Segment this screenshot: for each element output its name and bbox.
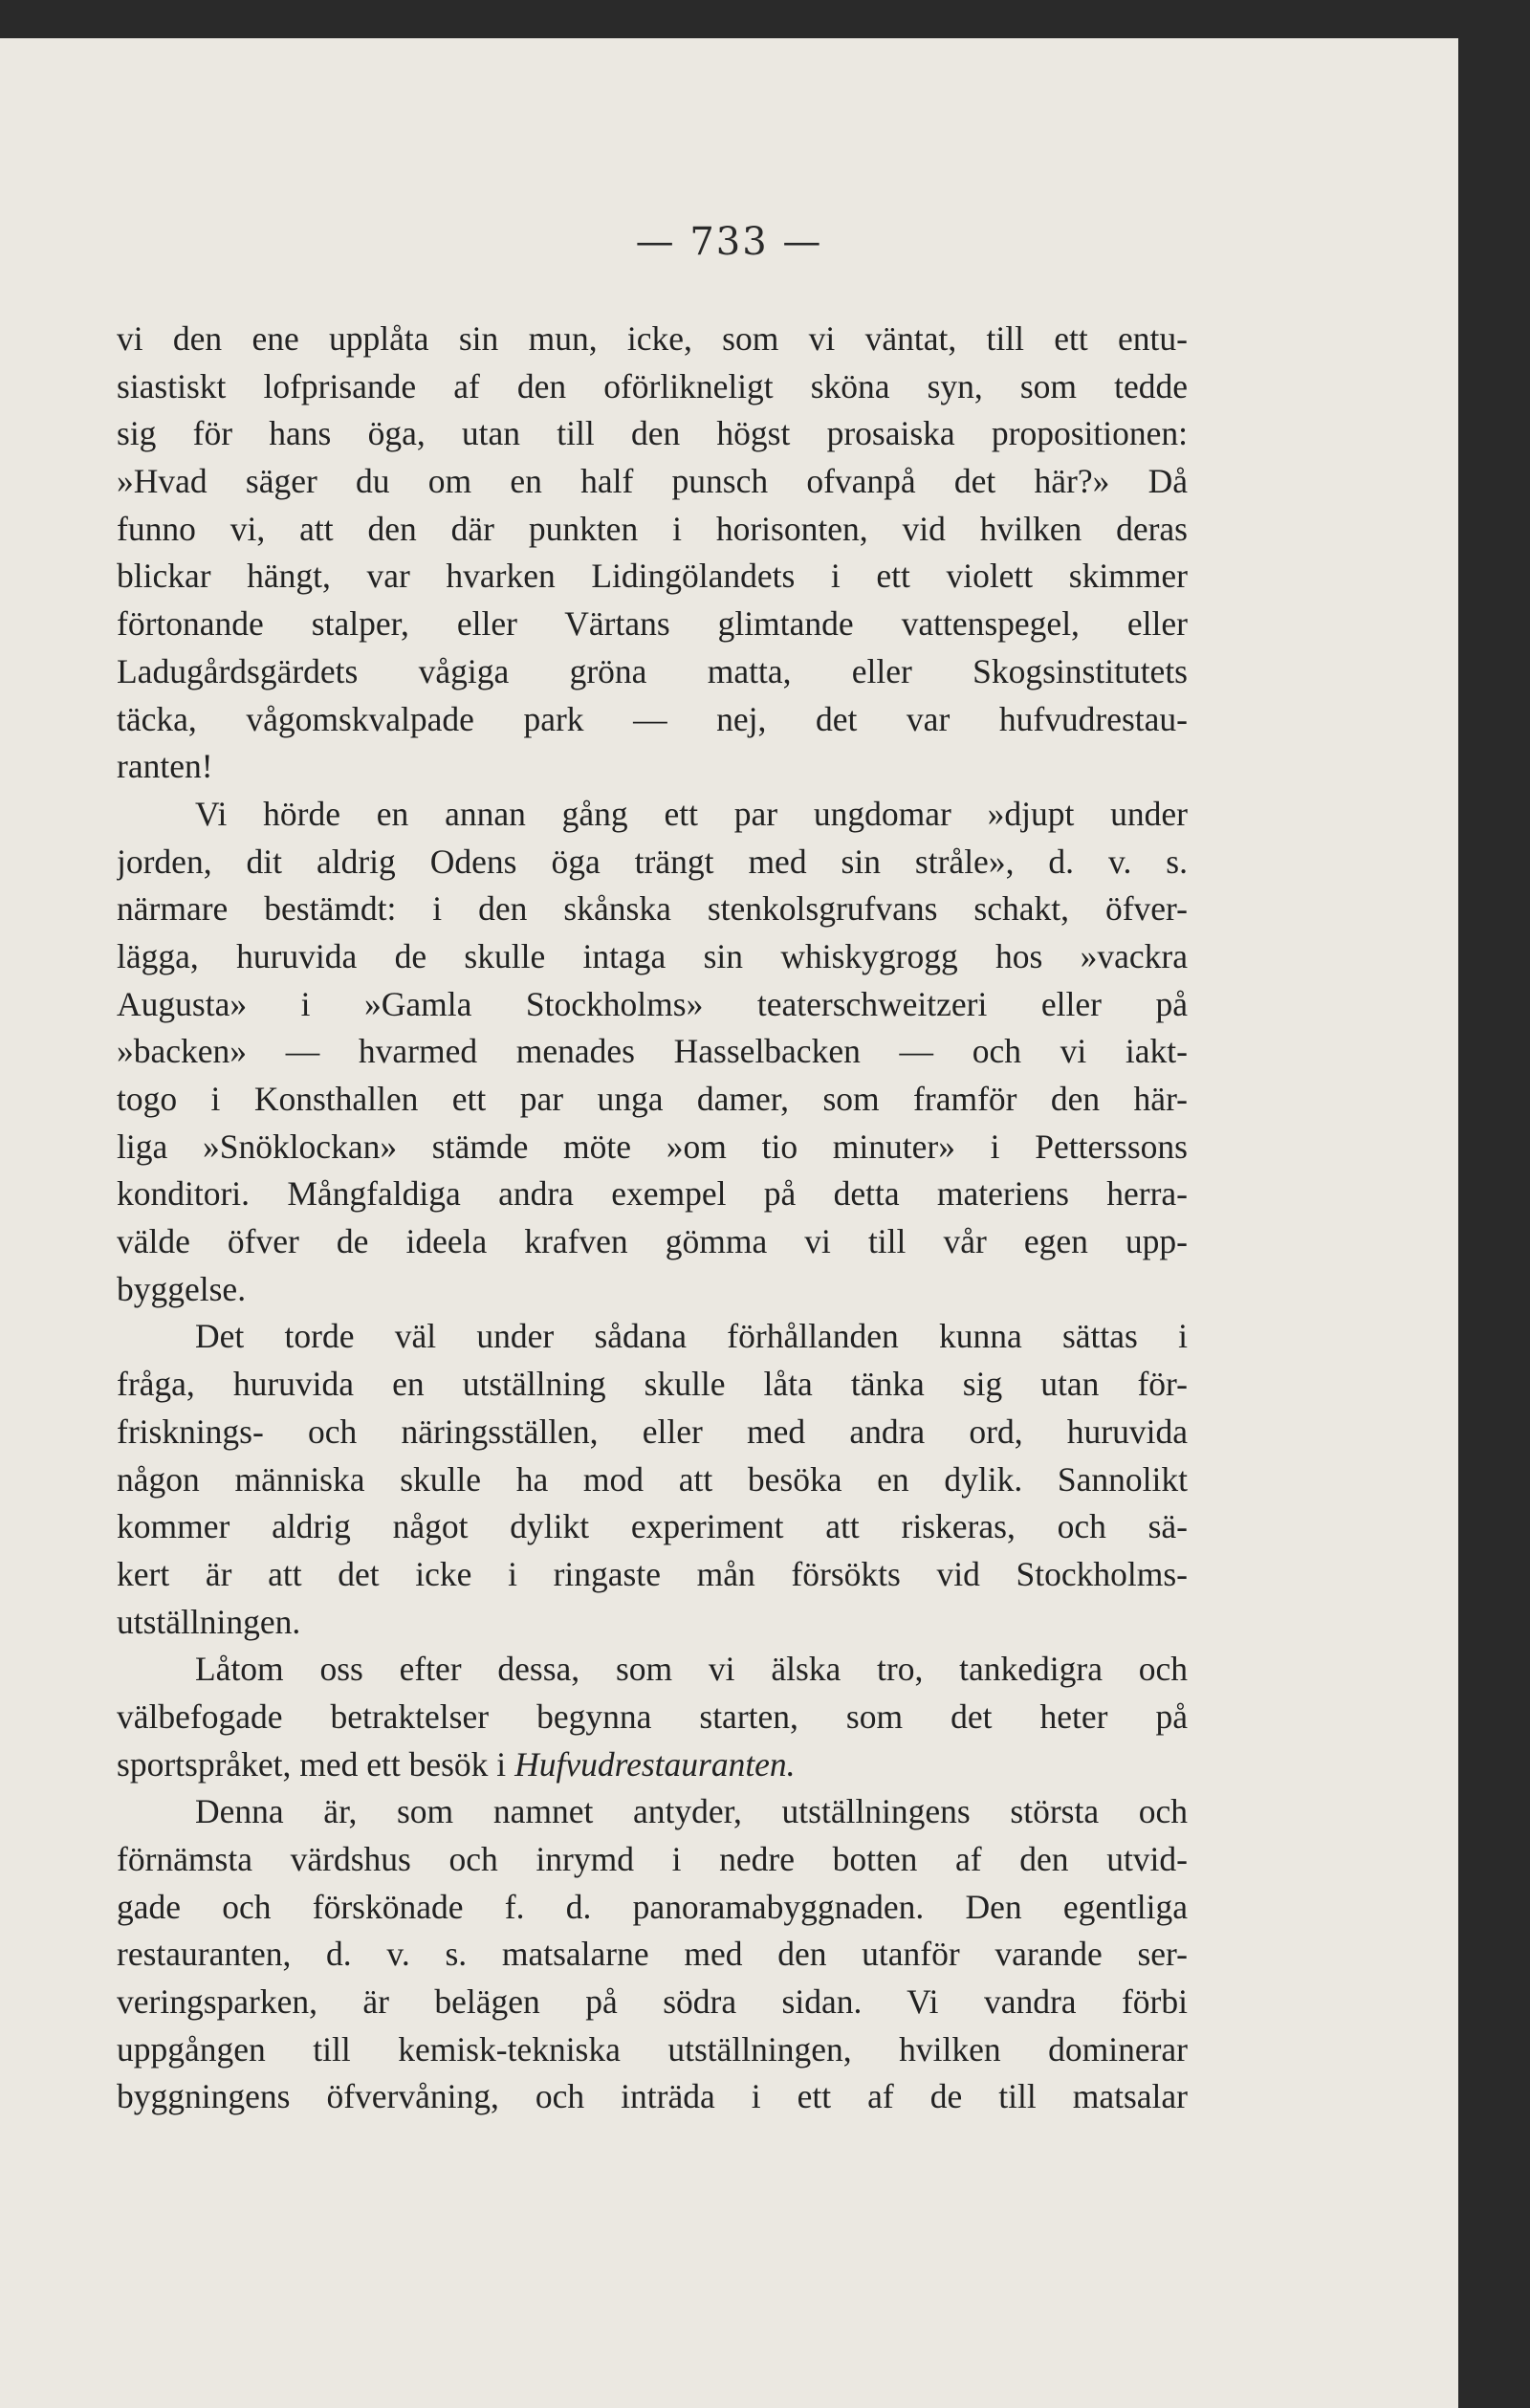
text-line-content: Vi hörde en annan gång ett par ungdomar »djupt under	[195, 794, 1188, 833]
text-line	[117, 1076, 1188, 1124]
text-line	[117, 601, 1188, 648]
text-line-content: byggningens öfvervåning, och inträda i ett af de till matsalar	[117, 2077, 1188, 2116]
text-line	[117, 1931, 1188, 1979]
text-line	[117, 1313, 1188, 1361]
text-line-content: ranten!	[117, 747, 213, 786]
text-line	[117, 506, 1188, 554]
text-line	[117, 1503, 1188, 1551]
text-line	[117, 1266, 1188, 1314]
text-line	[117, 553, 1188, 601]
text-line	[117, 1456, 1188, 1504]
text-line	[117, 1599, 1188, 1647]
text-line	[117, 839, 1188, 887]
text-line-content: sig för hans öga, utan till den högst prosaiska propositionen:	[117, 414, 1188, 453]
text-line-content: Denna är, som namnet antyder, utställningens största och	[195, 1792, 1188, 1831]
text-line-content: jorden, dit aldrig Odens öga trängt med sin stråle», d. v. s.	[117, 842, 1188, 881]
text-line	[117, 743, 1188, 791]
text-line-content: uppgången till kemisk-tekniska utställningen, hvilken dominerar	[117, 2029, 1188, 2069]
text-line-content: byggelse.	[117, 1269, 247, 1308]
text-line	[117, 363, 1188, 411]
text-line-content: kommer aldrig något dylikt experiment att riskeras, och sä-	[117, 1507, 1188, 1546]
text-line-content: siastiskt lofprisande af den oförlikneligt sköna syn, som tedde	[117, 366, 1188, 405]
text-line-content: frisknings- och näringsställen, eller med andra ord, huruvida	[117, 1412, 1188, 1451]
text-line-content: kert är att det icke i ringaste mån försökts vid Stockholms-	[117, 1554, 1188, 1593]
text-line	[117, 1741, 1188, 1789]
text-line-content: förtonande stalper, eller Värtans glimtande vattenspegel, eller	[117, 604, 1188, 644]
text-line	[117, 933, 1188, 981]
text-line-content: »Hvad säger du om en half punsch ofvanpå det här?» Då	[117, 462, 1188, 501]
text-line-content: närmare bestämdt: i den skånska stenkolsgrufvans schakt, öfver-	[117, 889, 1188, 929]
book-page	[0, 38, 1458, 2408]
text-line	[117, 886, 1188, 933]
text-line-content: vi den ene upplåta sin mun, icke, som vi väntat, till ett entu-	[117, 319, 1188, 358]
text-line	[117, 1124, 1188, 1171]
text-line-content: Ladugårdsgärdets vågiga gröna matta, eller Skogsinstitutets	[117, 651, 1188, 690]
text-line	[117, 1409, 1188, 1456]
text-line-content: »backen» — hvarmed menades Hasselbacken — och vi iakt-	[117, 1032, 1188, 1071]
text-line-content: förnämsta värdshus och inrymd i nedre botten af den utvid-	[117, 1840, 1188, 1878]
text-line	[117, 1836, 1188, 1884]
text-line	[117, 316, 1188, 363]
text-line-content: gade och förskönade f. d. panoramabyggnaden. Den egentliga	[117, 1887, 1188, 1926]
text-line-content: restauranten, d. v. s. matsalarne med den utanför varande ser-	[117, 1935, 1188, 1974]
text-line-content: välde öfver de ideela krafven gömma vi till vår egen upp-	[117, 1222, 1188, 1261]
text-line-content: täcka, vågomskvalpade park — nej, det var hufvudrestau-	[117, 699, 1188, 738]
italic-title: Hufvudrestauranten.	[514, 1744, 796, 1784]
page-number: — 733 —	[635, 220, 823, 264]
text-line	[117, 791, 1188, 839]
text-line	[117, 1694, 1188, 1741]
body-text	[117, 316, 1188, 2121]
text-line-content: veringsparken, är belägen på södra sidan. Vi vandra förbi	[117, 1982, 1188, 2022]
text-line-content: någon människa skulle ha mod att besöka en dylik. Sannolikt	[117, 1459, 1188, 1499]
text-line-content: lägga, huruvida de skulle intaga sin whiskygrogg hos »vackra	[117, 936, 1188, 975]
text-line-content: funno vi, att den där punkten i horisonten, vid hvilken deras	[117, 509, 1188, 548]
text-line	[117, 1884, 1188, 1932]
text-line-content: fråga, huruvida en utställning skulle låta tänka sig utan för-	[117, 1365, 1188, 1404]
text-line	[117, 981, 1188, 1029]
text-line-content: Låtom oss efter dessa, som vi älska tro, tankedigra och	[195, 1650, 1188, 1689]
text-line-content: togo i Konsthallen ett par unga damer, som framför den här-	[117, 1080, 1188, 1118]
text-line	[117, 410, 1188, 458]
text-line	[117, 648, 1188, 696]
text-line	[117, 1646, 1188, 1694]
text-line	[117, 1028, 1188, 1076]
text-line-content: Det torde väl under sådana förhållanden kunna sättas i	[195, 1317, 1188, 1356]
text-line-content: sportspråket, med ett besök i	[117, 1744, 515, 1784]
text-line	[117, 696, 1188, 744]
text-line	[117, 1551, 1188, 1599]
text-line-content: välbefogade betraktelser begynna starten, som det heter på	[117, 1697, 1188, 1736]
text-line	[117, 1979, 1188, 2026]
text-line	[117, 1218, 1188, 1266]
text-line-content: Augusta» i »Gamla Stockholms» teaterschweitzeri eller på	[117, 984, 1188, 1023]
text-line	[117, 2073, 1188, 2121]
text-line	[117, 1171, 1188, 1218]
text-line	[117, 2026, 1188, 2074]
text-line	[117, 1361, 1188, 1409]
text-line-content: liga »Snöklockan» stämde möte »om tio minuter» i Petterssons	[117, 1127, 1188, 1166]
text-line-content: konditori. Mångfaldiga andra exempel på detta materiens herra-	[117, 1174, 1188, 1214]
text-line-content: utställningen.	[117, 1602, 301, 1641]
text-line	[117, 1788, 1188, 1836]
text-line-content: blickar hängt, var hvarken Lidingölandets i ett violett skimmer	[117, 557, 1188, 596]
text-line	[117, 458, 1188, 506]
